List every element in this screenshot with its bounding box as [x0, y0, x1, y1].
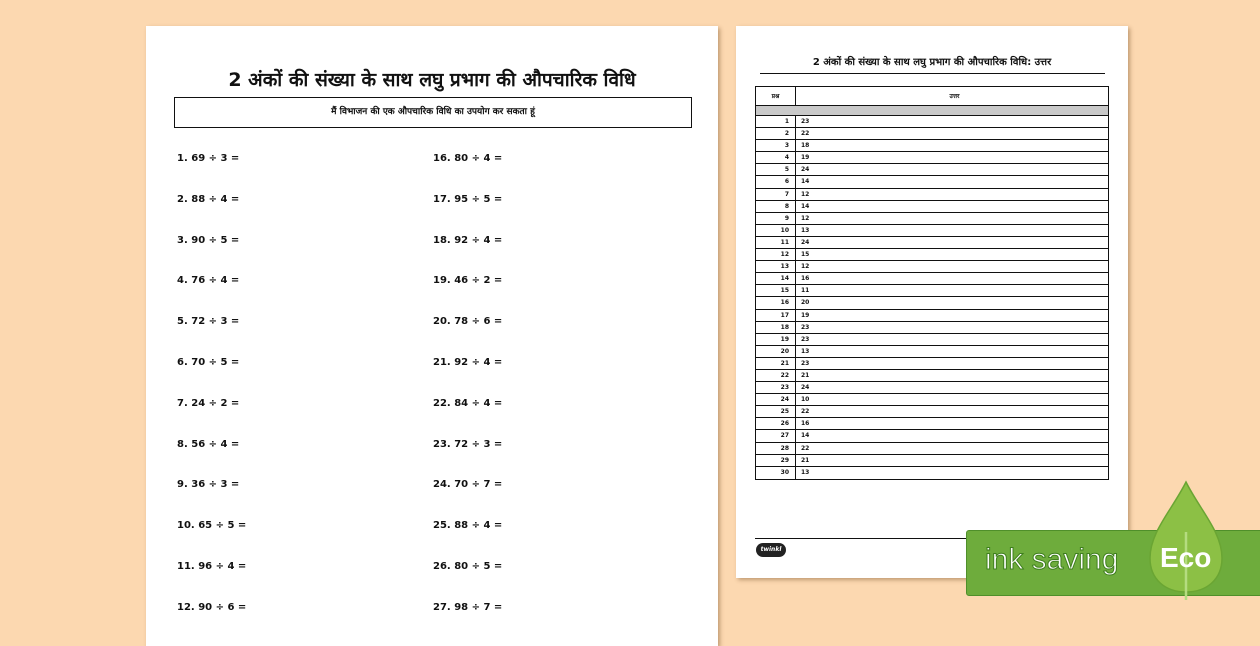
question-number: 13: [756, 261, 796, 272]
answer-page: [736, 26, 1128, 578]
table-row: [756, 140, 1108, 152]
table-row: [756, 455, 1108, 467]
answer-value: 21: [801, 371, 810, 379]
problem-item: 10. 65 ÷ 5 =: [177, 520, 247, 532]
answer-value: 23: [801, 359, 810, 367]
problem-item: 18. 92 ÷ 4 =: [433, 234, 503, 246]
table-row: [756, 237, 1108, 249]
problem-item: 16. 80 ÷ 4 =: [433, 153, 503, 164]
problem-item: 27. 98 ÷ 7 =: [433, 601, 503, 613]
question-number: 28: [756, 443, 796, 454]
table-row: [756, 201, 1108, 213]
question-number: 21: [756, 358, 796, 369]
problem-item: 20. 78 ÷ 6 =: [433, 316, 503, 328]
table-row: [756, 430, 1108, 442]
question-number: 5: [756, 164, 796, 175]
question-number: 17: [756, 310, 796, 321]
header-answer: उत्तर: [949, 93, 960, 100]
problem-item: 12. 90 ÷ 6 =: [177, 601, 247, 613]
table-row: [756, 176, 1108, 188]
problem-item: 1. 69 ÷ 3 =: [177, 153, 240, 164]
answer-value: 12: [801, 263, 810, 271]
table-row: [756, 225, 1108, 237]
problem-item: 24. 70 ÷ 7 =: [433, 479, 503, 491]
table-row: [756, 189, 1108, 201]
problem-item: 22. 84 ÷ 4 =: [433, 397, 503, 409]
question-number: 16: [756, 297, 796, 308]
question-number: 7: [756, 189, 796, 200]
eco-label: Eco: [1160, 542, 1212, 573]
answer-value: 20: [801, 299, 810, 307]
problem-item: 17. 95 ÷ 5 =: [433, 193, 503, 205]
table-row: [756, 370, 1108, 382]
answer-value: 16: [801, 420, 810, 428]
table-row: [756, 261, 1108, 273]
problem-item: 9. 36 ÷ 3 =: [177, 479, 240, 491]
question-number: 8: [756, 201, 796, 212]
answer-value: 18: [801, 142, 810, 150]
question-number: 20: [756, 346, 796, 357]
table-spacer-row: [756, 106, 1108, 116]
question-number: 18: [756, 322, 796, 333]
question-number: 15: [756, 285, 796, 296]
answer-value: 22: [801, 408, 810, 416]
question-number: 1: [756, 116, 796, 127]
problem-item: 11. 96 ÷ 4 =: [177, 561, 247, 572]
question-number: 11: [756, 237, 796, 248]
problem-item: 3. 90 ÷ 5 =: [177, 234, 240, 246]
table-row: [756, 213, 1108, 225]
answer-value: 13: [801, 226, 810, 234]
problem-item: 2. 88 ÷ 4 =: [177, 193, 240, 205]
question-number: 25: [756, 406, 796, 417]
table-row: [756, 443, 1108, 455]
table-row: [756, 346, 1108, 358]
question-number: 2: [756, 128, 796, 139]
problem-item: 26. 80 ÷ 5 =: [433, 561, 503, 572]
problem-item: 25. 88 ÷ 4 =: [433, 520, 503, 532]
question-number: 19: [756, 334, 796, 345]
question-number: 12: [756, 249, 796, 260]
table-row: [756, 310, 1108, 322]
problem-item: 8. 56 ÷ 4 =: [177, 438, 240, 450]
title-underline: [760, 73, 1105, 74]
question-number: 9: [756, 213, 796, 224]
table-row: [756, 249, 1108, 261]
problem-item: 19. 46 ÷ 2 =: [433, 275, 503, 287]
table-row: [756, 116, 1108, 128]
answer-value: 19: [801, 311, 810, 319]
table-row: [756, 394, 1108, 406]
question-number: 22: [756, 370, 796, 381]
question-number: 3: [756, 140, 796, 151]
question-number: 26: [756, 418, 796, 429]
table-row: [756, 152, 1108, 164]
table-row: [756, 382, 1108, 394]
header-question: प्रश्न: [756, 87, 796, 105]
table-row: [756, 297, 1108, 309]
answer-title: 2 अंकों की संख्या के साथ लघु प्रभाग की औपचारिक विधि: उत्तर: [812, 57, 1052, 68]
twinkl-logo: twinkl: [756, 543, 786, 557]
answer-value: 23: [801, 323, 810, 331]
question-number: 27: [756, 430, 796, 441]
answer-value: 11: [801, 287, 810, 295]
answer-value: 13: [801, 347, 810, 355]
problem-item: 4. 76 ÷ 4 =: [177, 275, 240, 287]
answer-value: 19: [801, 154, 810, 162]
problem-item: 23. 72 ÷ 3 =: [433, 438, 503, 450]
problem-item: 6. 70 ÷ 5 =: [177, 357, 240, 368]
question-number: 4: [756, 152, 796, 163]
table-row: [756, 418, 1108, 430]
table-row: [756, 285, 1108, 297]
worksheet-page: [146, 26, 718, 646]
answer-value: 23: [801, 335, 810, 343]
learning-objective: मैं विभाजन की एक औपचारिक विधि का उपयोग कर सकता हूं: [174, 97, 692, 128]
question-number: 6: [756, 176, 796, 187]
table-header: [756, 87, 1108, 106]
table-row: [756, 128, 1108, 140]
table-row: [756, 164, 1108, 176]
answer-value: 10: [801, 396, 810, 404]
problem-item: 5. 72 ÷ 3 =: [177, 316, 240, 328]
table-row: [756, 334, 1108, 346]
answer-value: 24: [801, 238, 810, 246]
ink-saving-label: ink saving: [985, 543, 1119, 576]
table-row: [756, 273, 1108, 285]
table-row: [756, 322, 1108, 334]
answer-value: 16: [801, 275, 810, 283]
answer-value: 24: [801, 384, 810, 392]
problem-item: 7. 24 ÷ 2 =: [177, 397, 240, 409]
question-number: 10: [756, 225, 796, 236]
table-row: [756, 358, 1108, 370]
answer-value: 12: [801, 214, 810, 222]
answer-value: 22: [801, 444, 810, 452]
question-number: 14: [756, 273, 796, 284]
answer-value: 14: [801, 202, 810, 210]
answer-value: 23: [801, 118, 810, 125]
answer-table: [755, 86, 1109, 480]
answer-value: 12: [801, 190, 810, 198]
answer-value: 22: [801, 130, 810, 138]
question-number: 23: [756, 382, 796, 393]
answer-value: 15: [801, 251, 810, 259]
worksheet-title: 2 अंकों की संख्या के साथ लघु प्रभाग की औपचारिक विधि: [228, 69, 636, 91]
answer-value: 21: [801, 456, 810, 464]
leaf-drop-icon: [1148, 480, 1224, 600]
table-row: [756, 406, 1108, 418]
question-number: 29: [756, 455, 796, 466]
table-row: [756, 467, 1108, 479]
answer-value: 14: [801, 432, 810, 440]
problem-item: 21. 92 ÷ 4 =: [433, 357, 503, 368]
question-number: 30: [756, 467, 796, 479]
answer-value: 14: [801, 178, 810, 186]
question-number: 24: [756, 394, 796, 405]
answer-value: 24: [801, 166, 810, 174]
answer-value: 13: [801, 468, 810, 476]
